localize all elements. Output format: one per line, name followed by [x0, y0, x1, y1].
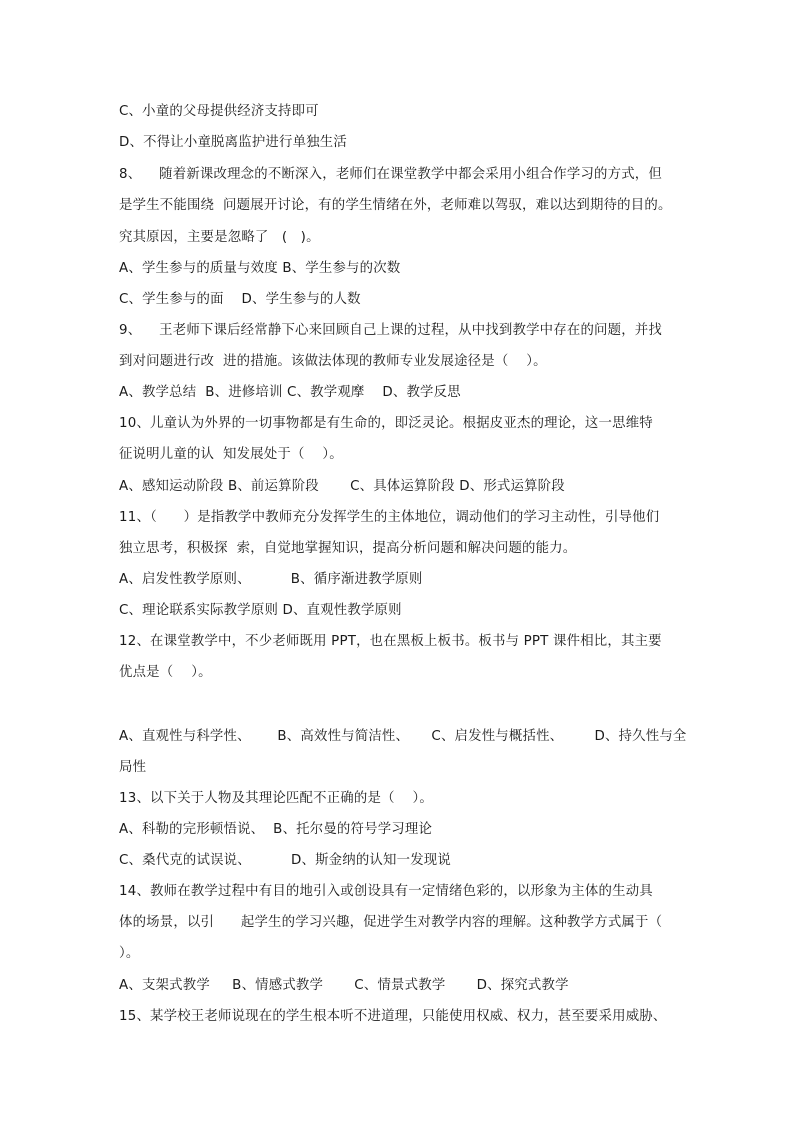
text-line: 优点是（ ）。: [119, 665, 212, 680]
text-line: C、小童的父母提供经济支持即可: [119, 104, 319, 119]
text-line: 体的场景，以引 起学生的学习兴趣，促进学生对教学内容的理解。这种教学方式属于（: [119, 915, 663, 930]
text-line: 到对问题进行改 进的措施。该做法体现的教师专业发展途径是（ ）。: [119, 354, 547, 369]
text-line: 11、（ ）是指教学中教师充分发挥学生的主体地位，调动他们的学习主动性，引导他们: [119, 510, 660, 525]
text-line: 是学生不能围绕 问题展开讨论，有的学生情绪在外，老师难以驾驭，难以达到期待的目的。: [119, 198, 672, 213]
text-line: D、不得让小童脱离监护进行单独生活: [119, 135, 347, 150]
text-line: C、桑代克的试误说、 D、斯金纳的认知一发现说: [119, 853, 451, 868]
text-line: A、启发性教学原则、 B、循序渐进教学原则: [119, 572, 423, 587]
text-line: A、学生参与的质量与效度 B、学生参与的次数: [119, 261, 401, 276]
text-line: 局性: [119, 760, 147, 775]
text-line: A、支架式教学 B、情感式教学 C、情景式教学 D、探究式教学: [119, 978, 569, 993]
text-line: 8、 随着新课改理念的不断深入，老师们在课堂教学中都会采用小组合作学习的方式，但: [119, 167, 662, 182]
text-line: 征说明儿童的认 知发展处于（ ）。: [119, 447, 343, 462]
text-line: 独立思考，积极探 索，自觉地掌握知识，提高分析问题和解决问题的能力。: [119, 541, 577, 556]
text-line: 15、某学校王老师说现在的学生根本听不进道理，只能使用权威、权力，甚至要采用威胁、: [119, 1009, 667, 1024]
text-line: 12、在课堂教学中，不少老师既用 PPT，也在黑板上板书。板书与 PPT 课件相比，其主要: [119, 634, 662, 649]
text-line: 14、教师在教学过程中有目的地引入或创设具有一定情绪色彩的，以形象为主体的生动具: [119, 884, 653, 899]
text-line: C、理论联系实际教学原则 D、直观性教学原则: [119, 603, 402, 618]
text-line: 10、儿童认为外界的一切事物都是有生命的，即泛灵论。根据皮亚杰的理论，这一思维特: [119, 416, 653, 431]
text-line: 13、以下关于人物及其理论匹配不正确的是（ ）。: [119, 791, 433, 806]
text-line: A、教学总结 B、进修培训 C、教学观摩 D、教学反思: [119, 385, 461, 400]
text-line: C、学生参与的面 D、学生参与的人数: [119, 292, 361, 307]
text-line: A、科勒的完形顿悟说、 B、托尔曼的符号学习理论: [119, 822, 433, 837]
text-line: 究其原因，主要是忽略了 ( )。: [119, 230, 320, 245]
text-line: 9、 王老师下课后经常静下心来回顾自己上课的过程，从中找到教学中存在的问题，并找: [119, 323, 662, 338]
text-line: A、直观性与科学性、 B、高效性与简洁性、 C、启发性与概括性、 D、持久性与全: [119, 729, 687, 744]
text-line: ）。: [119, 946, 140, 961]
text-line: A、感知运动阶段 B、前运算阶段 C、具体运算阶段 D、形式运算阶段: [119, 479, 565, 494]
